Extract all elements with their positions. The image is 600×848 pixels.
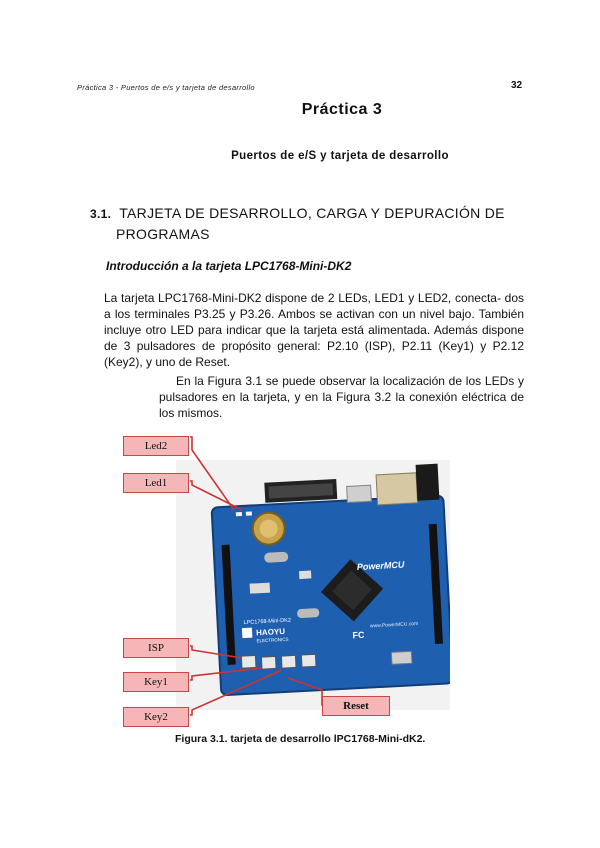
callout-key2: Key2 <box>123 707 189 727</box>
figure-caption: Figura 3.1. tarjeta de desarrollo lPC1768-Mini-dK2. <box>175 733 426 745</box>
board-url: www.PowerMCU.com <box>369 620 419 630</box>
callout-reset: Reset <box>322 696 390 716</box>
paragraph-intro: La tarjeta LPC1768-Mini-DK2 dispone de 2 LEDs, LED1 y LED2, conecta- dos a los terminales P3.25 y P3.26. Ambos se activan con un nivel bajo. También incluye otro LED para indicar que la tarjeta está alimentada. Además dispone de 3 pulsadores de propósito general: P2.10 (ISP), P2.11 (Key1) y P2.12 (Key2), y uno de Reset. <box>104 291 524 369</box>
section-title-line1: TARJETA DE DESARROLLO, CARGA Y DEPURACIÓN DE <box>119 205 505 221</box>
paragraph-figure-ref: En la Figura 3.1 se puede observar la localización de los LEDs y pulsadores en la tarjeta, y en la Figura 3.2 la conexión eléctrica de los mismos. <box>159 374 524 420</box>
callout-led2: Led2 <box>123 436 189 456</box>
page-number: 32 <box>511 80 523 91</box>
callout-led1: Led1 <box>123 473 189 493</box>
running-header: Práctica 3 - Puertos de e/s y tarjeta de desarrollo <box>77 83 255 92</box>
section-title-line2: PROGRAMAS <box>116 226 210 242</box>
section-number: 3.1. <box>90 207 112 221</box>
board-brand: PowerMCU <box>356 559 405 573</box>
board-fc: FC <box>352 629 365 641</box>
section-heading <box>90 203 574 244</box>
board-model: LPC1768-Mini-DK2 <box>243 617 292 627</box>
callout-key1: Key1 <box>123 672 189 692</box>
chapter-title: Práctica 3 <box>301 101 383 118</box>
board-maker: HAOYU <box>255 626 286 638</box>
chapter-subtitle: Puertos de e/S y tarjeta de desarrollo <box>231 150 449 162</box>
board-maker-sub: ELECTRONICS <box>256 636 289 644</box>
callout-isp: ISP <box>123 638 189 658</box>
subheading: Introducción a la tarjeta LPC1768-Mini-DK2 <box>106 259 352 273</box>
